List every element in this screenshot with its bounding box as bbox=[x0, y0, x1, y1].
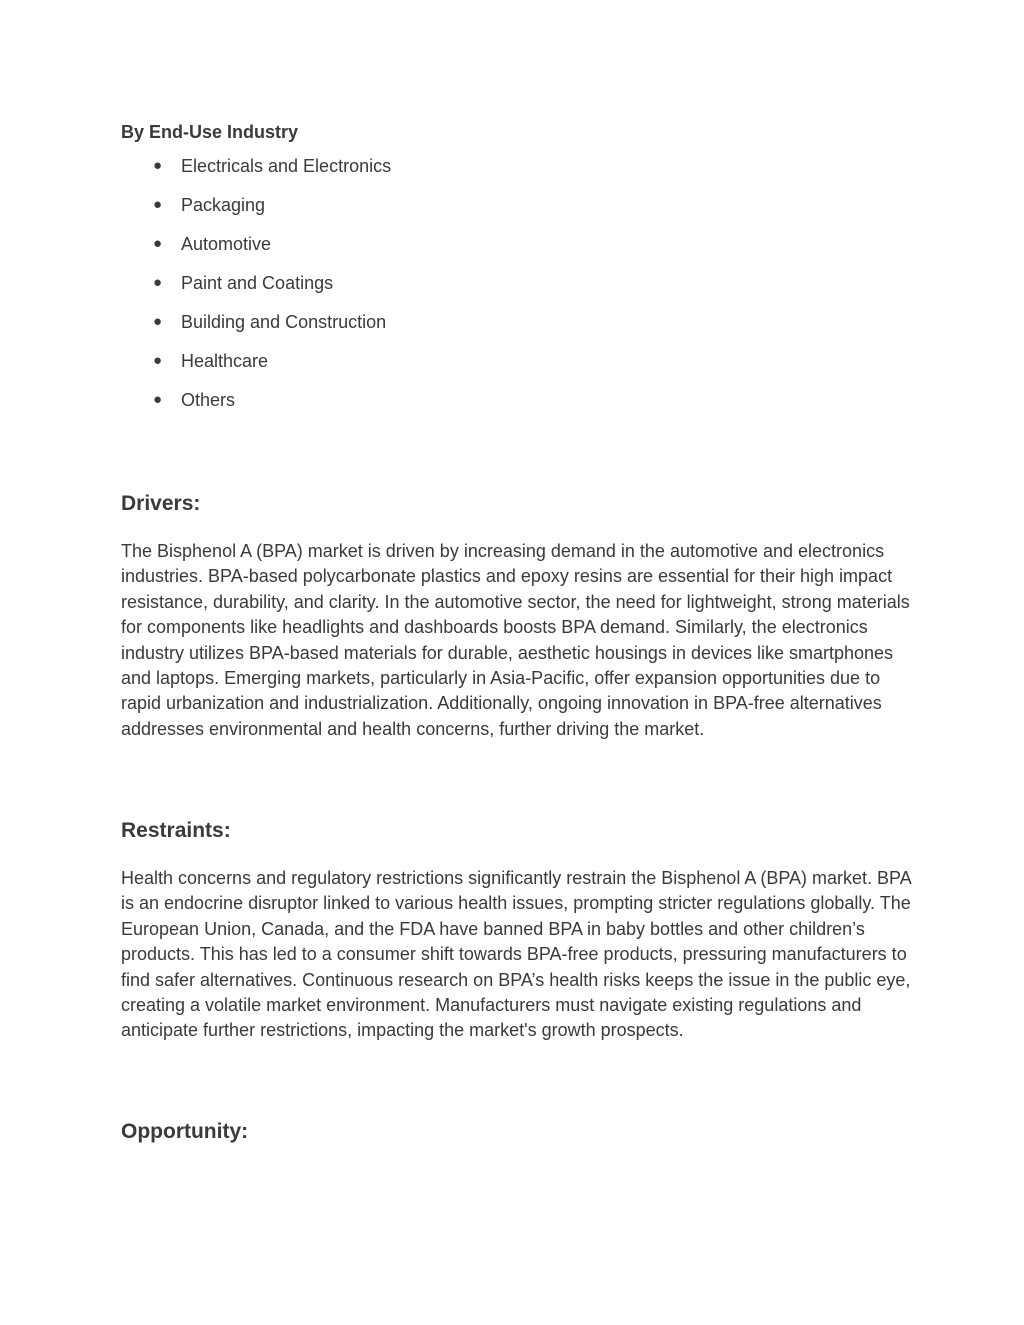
list-item bbox=[121, 155, 391, 194]
bullet-icon: ● bbox=[153, 391, 163, 408]
drivers-heading: Drivers: bbox=[121, 492, 201, 515]
list-item-label: Packaging bbox=[181, 195, 266, 215]
list-item bbox=[121, 233, 391, 272]
bullet-icon: ● bbox=[153, 313, 163, 330]
bullet-icon: ● bbox=[153, 352, 163, 369]
end-use-industry-heading: By End-Use Industry bbox=[121, 122, 299, 142]
bullet-icon: ● bbox=[153, 196, 163, 213]
bullet-icon: ● bbox=[153, 235, 163, 252]
list-item-label: Healthcare bbox=[181, 351, 269, 371]
end-use-industry-list bbox=[121, 155, 391, 428]
list-item-label: Automotive bbox=[181, 234, 272, 254]
list-item bbox=[121, 350, 391, 389]
list-item-label: Building and Construction bbox=[181, 312, 387, 332]
restraints-heading: Restraints: bbox=[121, 819, 231, 842]
restraints-paragraph: Health concerns and regulatory restrictions significantly restrain the Bisphenol A (BPA) market. BPA is an endocrine disruptor linked to various health issues, prompting stricter regulations globally. The European Union, Canada, and the FDA have banned BPA in baby bottles and other children’s products. This has led to a consumer shift towards BPA-free products, pressuring manufacturers to find safer alternatives. Continuous research on BPA’s health risks keeps the issue in the public eye, creating a volatile market environment. Manufacturers must navigate existing regulations and anticipate further restrictions, impacting the market's growth prospects. bbox=[121, 868, 911, 1041]
drivers-paragraph: The Bisphenol A (BPA) market is driven by increasing demand in the automotive and electronics industries. BPA-based polycarbonate plastics and epoxy resins are essential for their high impact resistance, durability, and clarity. In the automotive sector, the need for lightweight, strong materials for components like headlights and dashboards boosts BPA demand. Similarly, the electronics industry utilizes BPA-based materials for durable, aesthetic housings in devices like smartphones and laptops. Emerging markets, particularly in Asia-Pacific, offer expansion opportunities due to rapid urbanization and industrialization. Additionally, ongoing innovation in BPA-free alternatives addresses environmental and health concerns, further driving the market. bbox=[121, 541, 910, 739]
opportunity-heading: Opportunity: bbox=[121, 1120, 249, 1143]
list-item-label: Electricals and Electronics bbox=[181, 156, 392, 176]
list-item bbox=[121, 194, 391, 233]
list-item bbox=[121, 272, 391, 311]
list-item-label: Paint and Coatings bbox=[181, 273, 334, 293]
list-item bbox=[121, 311, 391, 350]
list-item bbox=[121, 389, 391, 428]
list-item-label: Others bbox=[181, 390, 236, 410]
bullet-icon: ● bbox=[153, 157, 163, 174]
bullet-icon: ● bbox=[153, 274, 163, 291]
